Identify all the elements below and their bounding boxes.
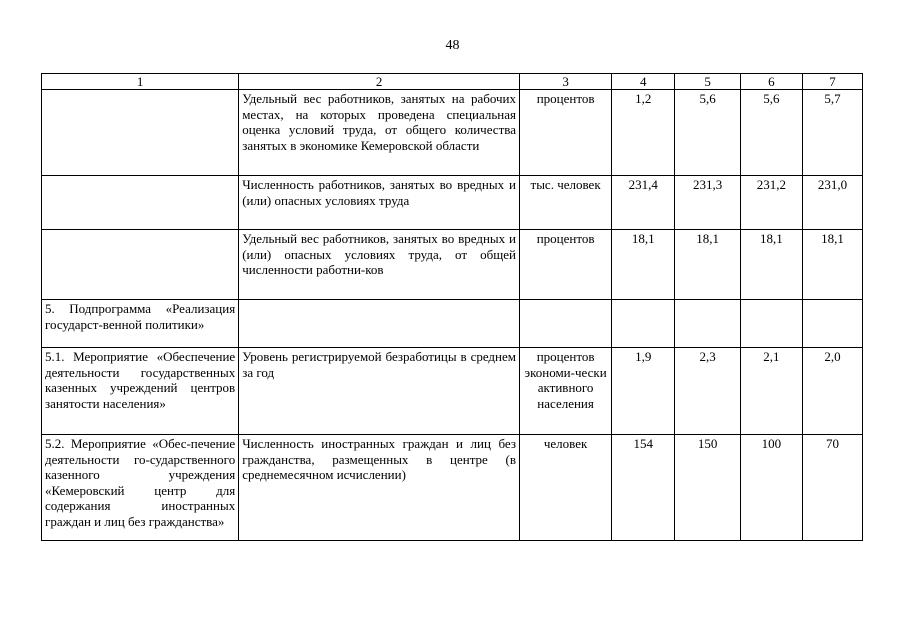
unit-cell bbox=[520, 300, 612, 348]
value-cell: 5,7 bbox=[802, 90, 862, 176]
activity-cell bbox=[42, 230, 239, 300]
activity-cell: 5. Подпрограмма «Реализация государст-венной политики» bbox=[42, 300, 239, 348]
indicator-cell: Удельный вес работников, занятых во вредных и (или) опасных условиях труда, от общей численности работни-ков bbox=[239, 230, 520, 300]
unit-cell: тыс. человек bbox=[520, 176, 612, 230]
table-row bbox=[42, 300, 863, 348]
indicator-cell: Численность работников, занятых во вредных и (или) опасных условиях труда bbox=[239, 176, 520, 230]
value-cell: 154 bbox=[612, 435, 675, 541]
indicator-cell: Удельный вес работников, занятых на рабочих местах, на которых проведена специальная оценка условий труда, от общего количества занятых в экономике Кемеровской области bbox=[239, 90, 520, 176]
table-header-row bbox=[42, 74, 863, 90]
value-cell: 18,1 bbox=[740, 230, 802, 300]
value-cell bbox=[612, 300, 675, 348]
value-cell: 150 bbox=[675, 435, 740, 541]
value-cell: 2,1 bbox=[740, 348, 802, 435]
value-cell: 5,6 bbox=[675, 90, 740, 176]
value-cell: 18,1 bbox=[802, 230, 862, 300]
column-header: 5 bbox=[675, 74, 740, 90]
value-cell: 231,0 bbox=[802, 176, 862, 230]
value-cell: 231,2 bbox=[740, 176, 802, 230]
activity-cell bbox=[42, 90, 239, 176]
value-cell: 5,6 bbox=[740, 90, 802, 176]
activity-cell bbox=[42, 176, 239, 230]
column-header: 6 bbox=[740, 74, 802, 90]
unit-cell: процентов экономи-чески активного населения bbox=[520, 348, 612, 435]
value-cell: 2,0 bbox=[802, 348, 862, 435]
value-cell: 231,3 bbox=[675, 176, 740, 230]
value-cell: 100 bbox=[740, 435, 802, 541]
value-cell: 70 bbox=[802, 435, 862, 541]
column-header: 3 bbox=[520, 74, 612, 90]
column-header: 7 bbox=[802, 74, 862, 90]
table-row bbox=[42, 435, 863, 541]
table-row bbox=[42, 176, 863, 230]
value-cell bbox=[802, 300, 862, 348]
table-row bbox=[42, 90, 863, 176]
table-row bbox=[42, 348, 863, 435]
column-header: 1 bbox=[42, 74, 239, 90]
unit-cell: человек bbox=[520, 435, 612, 541]
value-cell: 1,2 bbox=[612, 90, 675, 176]
activity-cell: 5.1. Мероприятие «Обеспечение деятельности государственных казенных учреждений центров занятости населения» bbox=[42, 348, 239, 435]
value-cell: 18,1 bbox=[675, 230, 740, 300]
unit-cell: процентов bbox=[520, 230, 612, 300]
value-cell bbox=[740, 300, 802, 348]
table-row bbox=[42, 230, 863, 300]
value-cell: 2,3 bbox=[675, 348, 740, 435]
value-cell: 1,9 bbox=[612, 348, 675, 435]
activity-cell: 5.2. Мероприятие «Обес-печение деятельности го-сударственного казенного учреждения «Кемеровский центр для содержания иностранных граждан и лиц без гражданства» bbox=[42, 435, 239, 541]
indicator-cell: Численность иностранных граждан и лиц без гражданства, размещенных в центре (в среднемесячном исчислении) bbox=[239, 435, 520, 541]
column-header: 4 bbox=[612, 74, 675, 90]
indicator-cell: Уровень регистрируемой безработицы в среднем за год bbox=[239, 348, 520, 435]
indicators-table bbox=[41, 73, 863, 541]
page-number: 48 bbox=[445, 38, 460, 53]
unit-cell: процентов bbox=[520, 90, 612, 176]
value-cell bbox=[675, 300, 740, 348]
value-cell: 231,4 bbox=[612, 176, 675, 230]
column-header: 2 bbox=[239, 74, 520, 90]
indicator-cell bbox=[239, 300, 520, 348]
value-cell: 18,1 bbox=[612, 230, 675, 300]
